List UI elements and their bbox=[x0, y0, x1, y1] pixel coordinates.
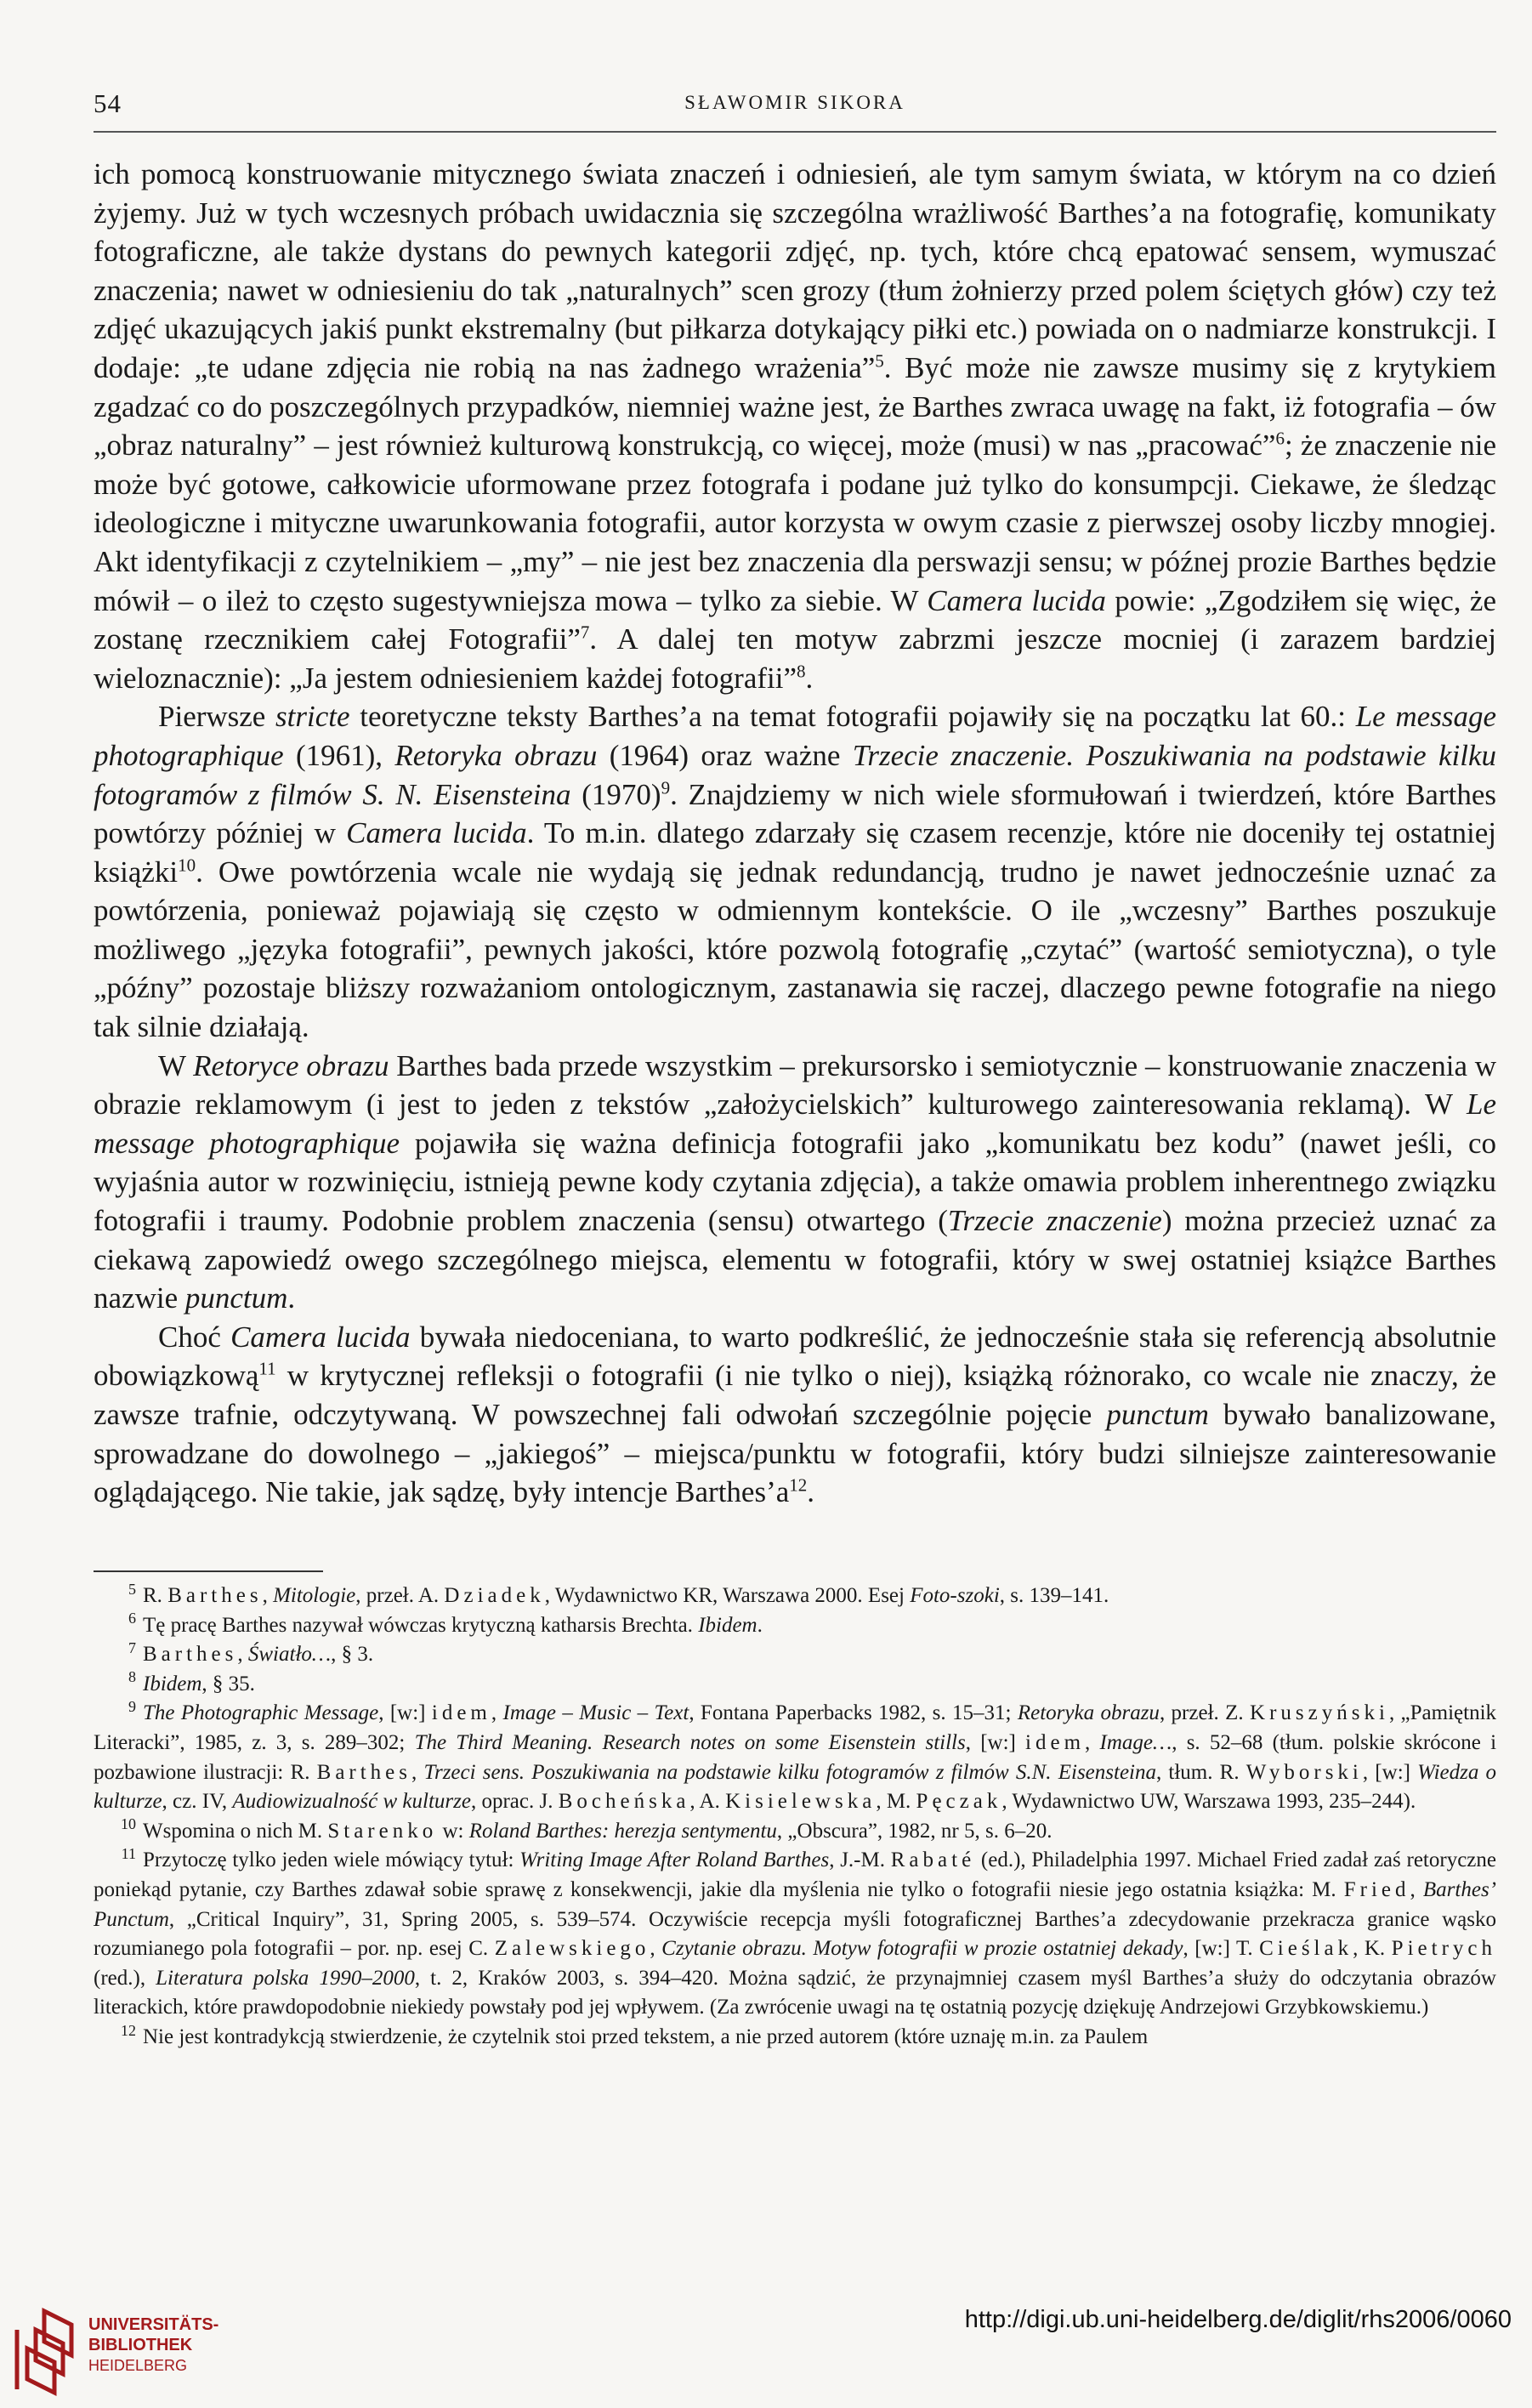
text-run: powie: „Zgodziłem się więc, że zostanę rzecznikiem całej Fotografii” bbox=[94, 583, 1496, 656]
text-run: , M. bbox=[876, 1790, 916, 1814]
text-run: , s. 139–141. bbox=[999, 1584, 1109, 1607]
italic-title: Literatura polska 1990–2000 bbox=[156, 1966, 415, 1990]
author-name: Wyborski bbox=[1245, 1760, 1363, 1784]
text-run: , Fontana Paperbacks 1982, s. 15–31; bbox=[689, 1701, 1018, 1725]
page-number: 54 bbox=[94, 88, 122, 118]
library-name-line: UNIVERSITÄTS- bbox=[88, 2315, 219, 2334]
text-run: , cz. IV, bbox=[162, 1790, 233, 1814]
text-run: ; że znaczenie nie może być gotowe, całkowicie uformowane przez fotografa i podane już tylko do konsumpcji. Ciekawe, że śledząc ideologiczne i mityczne uwarunkowania fotografii, autor korzysta w owym czasie z pierwszej osoby liczby mnogiej. Akt identyfikacji z czytelnikiem – „my” – nie jest bez znaczenia dla perswazji sensu; w późnej prozie Barthes będzie mówił – o ileż to często sugestywniejsza mowa – tylko za siebie. W bbox=[94, 429, 1497, 617]
text-run: . Być może nie zawsze musimy się z krytykiem zgadzać co do poszczególnych przypadków, niemniej ważne jest, że Barthes zwraca uwagę na fakt, iż fotografia – ów „obraz naturalny” – jest również kulturową konstrukcją, co więcej, może (musi) w nas „pracować” bbox=[94, 350, 1496, 463]
header-rule bbox=[94, 131, 1496, 133]
text-run: , J.-M. bbox=[829, 1849, 891, 1872]
text-run: , bbox=[650, 1937, 662, 1961]
main-text bbox=[94, 155, 1496, 1512]
text-run: . To m.in. dlatego zdarzały się czasem recenzje, które nie doceniły tej ostatniej książki bbox=[94, 816, 1497, 889]
library-name-line: BIBLIOTHEK bbox=[88, 2336, 193, 2354]
footnote-ref: 10 bbox=[178, 855, 196, 876]
footnote-10: 10 Wspomina o nich M. Starenko w: Roland Barthes: herezja sentymentu, „Obscura”, 1982, nr 5, s. 6–20. bbox=[121, 1815, 1053, 1843]
author-name: Kruszyński bbox=[1250, 1701, 1389, 1725]
text-run: (1970) bbox=[570, 777, 661, 811]
italic-title: Światło… bbox=[247, 1643, 332, 1667]
author-name: Barthes bbox=[167, 1584, 263, 1607]
italic-title: The Photographic Message bbox=[143, 1701, 379, 1725]
page-header bbox=[94, 88, 1496, 131]
text-run: , bbox=[1085, 1730, 1100, 1754]
paragraph-1 bbox=[94, 155, 1496, 697]
library-name-line: HEIDELBERG bbox=[88, 2357, 188, 2374]
italic-title: Roland Barthes: herezja sentymentu bbox=[468, 1819, 777, 1843]
footnote-8: 8 Ibidem, § 35. bbox=[128, 1668, 255, 1695]
italic-title: Camera lucida bbox=[230, 1320, 411, 1354]
text-run: , „Critical Inquiry”, 31, Spring 2005, s. 539–574. Oczywiście recepcja myśli fotograficznej Barthes’a zdecydowanie przekracza granice wąsko rozumianego pola fotografii – por. np. esej C. bbox=[94, 1907, 1496, 1961]
paragraph-3 bbox=[94, 1047, 1496, 1318]
italic-title: Image… bbox=[1099, 1730, 1172, 1754]
text-run: pojawiła się ważna definicja fotografii jako „komunikatu bez kodu” (nawet jeśli, co wyjaśnia autor w rozwinięciu, istnieją pewne kody czytania zdjęcia), a także omawia problem inherentnego związku fotografii i traumy. Podobnie problem znaczenia (sensu) otwartego ( bbox=[94, 1126, 1496, 1238]
text-run: , Wydawnictwo KR, Warszawa 2000. Esej bbox=[544, 1584, 911, 1607]
text-run: Nie jest kontradykcją stwierdzenie, że czytelnik stoi przed tekstem, a nie przed autorem (które uznaję m.in. za Paulem bbox=[143, 2025, 1149, 2048]
text-run: , bbox=[1410, 1877, 1423, 1901]
italic-title: Camera lucida bbox=[927, 583, 1106, 617]
text-run: , oprac. J. bbox=[470, 1790, 559, 1814]
italic-title: Mitologie bbox=[273, 1584, 356, 1607]
footnote-ref: 6 bbox=[1275, 428, 1285, 449]
italic-title: Retoryce obrazu bbox=[193, 1048, 389, 1082]
author-name: idem bbox=[431, 1701, 491, 1725]
italic-term: punctum bbox=[1106, 1398, 1209, 1431]
footnote-ref: 12 bbox=[789, 1474, 808, 1496]
text-run: , A. bbox=[689, 1790, 726, 1814]
footnote-5: 5 R. Barthes, Mitologie, przeł. A. Dziadek, Wydawnictwo KR, Warszawa 2000. Esej Foto-szoki, s. 139–141. bbox=[128, 1580, 1109, 1607]
text-run: , K. bbox=[1353, 1937, 1392, 1961]
author-name: Bocheńska bbox=[558, 1790, 690, 1814]
author-name: Barthes bbox=[143, 1643, 238, 1667]
text-run: , [w:] bbox=[965, 1730, 1026, 1754]
text-run: , przeł. Z. bbox=[1159, 1701, 1251, 1725]
footnote-ref: 11 bbox=[258, 1358, 276, 1379]
text-run: (1964) oraz ważne bbox=[597, 738, 853, 772]
text-run: , Wydawnictwo UW, Warszawa 1993, 235–244). bbox=[1001, 1790, 1416, 1814]
text-run: , bbox=[491, 1701, 503, 1725]
text-run: . bbox=[757, 1613, 763, 1637]
italic-title: Ibidem bbox=[143, 1672, 202, 1695]
text-run: , „Pamiętnik Literacki”, 1985, z. 3, s. 289–302; bbox=[94, 1701, 1497, 1754]
text-run: Tę pracę Barthes nazywał wówczas krytyczną katharsis Brechta. bbox=[143, 1613, 699, 1637]
text-run: bywało banalizowane, sprowadzane do dowolnego – „jakiegoś” – miejsca/punktu w fotografii, który budzi silniejsze zainteresowanie oglądającego. Nie takie, jak sądzę, były intencje Barthes’a bbox=[94, 1398, 1496, 1509]
author-name: Starenko bbox=[327, 1819, 438, 1843]
text-run: , przeł. A. bbox=[355, 1584, 445, 1607]
italic-title: Retoryka obrazu bbox=[394, 738, 598, 772]
italic-term: punctum bbox=[184, 1281, 288, 1315]
footnote-ref: 9 bbox=[661, 776, 671, 798]
text-run: Pierwsze bbox=[158, 700, 276, 734]
footnote-12: 12 Nie jest kontradykcją stwierdzenie, że czytelnik stoi przed tekstem, a nie przed autorem (które uznaję m.in. za Paulem bbox=[121, 2021, 1149, 2048]
author-name: Kisielewska bbox=[725, 1790, 877, 1814]
text-run: . bbox=[287, 1281, 296, 1315]
italic-title: Camera lucida bbox=[346, 816, 527, 850]
footnote-ref: 7 bbox=[580, 622, 590, 643]
text-run: , s. 52–68 (tłum. polskie skrócone i pozbawione ilustracji: R. bbox=[94, 1730, 1497, 1784]
text-run: teoretyczne teksty Barthes’a na temat fotografii pojawiły się na początku lat 60.: bbox=[349, 700, 1356, 734]
italic-title: Audiowizualność w kulturze bbox=[232, 1790, 471, 1814]
text-run: ich pomocą konstruowanie mitycznego świata znaczeń i odniesień, ale tym samym świata, w którym na co dzień żyjemy. Już w tych wczesnych próbach uwidacznia się szczególna wrażliwość Barthes’a na fotografię, komunikaty fotograficzne, ale także dystans do pewnych kategorii zdjęć, np. tych, które chcą epatować sensem, wymuszać znaczenia; nawet w odniesieniu do tak „naturalnych” scen grozy (tłum żołnierzy przed polem ściętych głów) czy też zdjęć ukazujących jakiś punkt ekstremalny (but piłkarza dotykający piłki etc.) powiada on o nadmiarze konstrukcji. I dodaje: „te udane zdjęcia nie robią na nas żadnego wrażenia” bbox=[94, 157, 1496, 384]
italic-title: Wiedza o kulturze bbox=[94, 1760, 1497, 1814]
text-run: (1961), bbox=[283, 738, 395, 772]
text-run: , „Obscura”, 1982, nr 5, s. 6–20. bbox=[776, 1819, 1053, 1843]
text-run: . A dalej ten motyw zabrzmi jeszcze mocniej (i zarazem bardziej wieloznacznie): „Ja jestem odniesieniem każdej fotografii” bbox=[94, 622, 1496, 695]
author-name: Pęczak bbox=[916, 1790, 1002, 1814]
text-run: , [w:] bbox=[378, 1701, 432, 1725]
author-name: Dziadek bbox=[444, 1584, 545, 1607]
italic-title: Trzecie znaczenie. Poszukiwania na podstawie kilku fotogramów z filmów S. N. Eisensteina bbox=[94, 738, 1497, 811]
italic-title: Le message photographique bbox=[94, 1088, 1496, 1160]
italic-title: Barthes’ Punctum bbox=[94, 1877, 1497, 1931]
author-name: idem bbox=[1025, 1730, 1086, 1754]
text-run: , [w:] T. bbox=[1183, 1937, 1260, 1961]
text-run: . bbox=[807, 1475, 815, 1509]
footnotes bbox=[94, 1582, 1496, 2053]
running-head: SŁAWOMIR SIKORA bbox=[684, 92, 905, 113]
italic-title: Image – Music – Text bbox=[502, 1701, 689, 1725]
italic-title: Trzeci sens. Poszukiwania na podstawie kilku fotogramów z filmów S.N. Eisensteina bbox=[423, 1760, 1156, 1784]
italic-title: Trzecie znaczenie bbox=[947, 1204, 1162, 1238]
italic-title: Ibidem bbox=[698, 1613, 757, 1637]
text-run: , tłum. R. bbox=[1156, 1760, 1246, 1784]
text-run: , bbox=[262, 1584, 274, 1607]
footnote-9: 9 The Photographic Message, [w:] idem, Image – Music – Text, Fontana Paperbacks 1982, s. 15–31; Retoryka obrazu, przeł. Z. Kruszyński, „Pamiętnik Literacki”, 1985, z. 3, s. 289–302; The Third Meaning. Research notes on some Eisenstein stills, [w:] idem, Image…, s. 52–68 (tłum. polskie skrócone i pozbawione ilustracji: R. Barthes, Trzeci sens. Poszukiwania na podstawie kilku fotogramów z filmów S.N. Eisensteina, tłum. R. Wyborski, [w:] Wiedza o kulturze, cz. IV, Audiowizualność w kulturze, oprac. J. Bocheńska, A. Kisielewska, M. Pęczak, Wydawnictwo UW, Warszawa 1993, 235–244). bbox=[94, 1698, 1497, 1814]
footnote-ref: 5 bbox=[875, 350, 884, 372]
text-run: w krytycznej refleksji o fotografii (i nie tylko o niej), książką różnorako, co wcale nie znaczy, że zawsze trafnie, odczytywaną. W powszechnej fali odwołań szczególnie pojęcie bbox=[94, 1359, 1496, 1431]
library-logo-icon bbox=[10, 2304, 78, 2398]
footnote-rule bbox=[94, 1570, 323, 1572]
author-name: Pietrych bbox=[1391, 1937, 1496, 1961]
library-name bbox=[88, 2314, 218, 2376]
italic-title: Foto-szoki bbox=[910, 1584, 1000, 1607]
text-run: , bbox=[411, 1760, 424, 1784]
author-name: Barthes bbox=[316, 1760, 412, 1784]
text-run: , t. 2, Kraków 2003, s. 394–420. Można sądzić, że przynajmniej czasem myśl Barthes’a służy do odczytania obrazów literackich, które prawdopodobnie niekiedy powstały pod jej wpływem. (Za zwrócenie uwagi na tę ostatnią pozycję dziękuję Andrzejowi Grzybkowskiemu.) bbox=[94, 1966, 1496, 2019]
italic-title: Retoryka obrazu bbox=[1017, 1701, 1160, 1725]
text-run: Przytoczę tylko jeden wiele mówiący tytuł: bbox=[143, 1849, 520, 1872]
source-url[interactable]: http://digi.ub.uni-heidelberg.de/diglit/rhs2006/0060 bbox=[964, 2306, 1512, 2333]
footnote-6: 6 Tę pracę Barthes nazywał wówczas krytyczną katharsis Brechta. Ibidem. bbox=[128, 1610, 763, 1637]
italic-title: Le message photographique bbox=[94, 700, 1496, 772]
text-run: (ed.), Philadelphia 1997. Michael Fried zadał zaś retoryczne poniekąd pytanie, czy Barthes zdawał sobie sprawę z konsekwencji, jakie dla myślenia nie tylko o fotografii niesie jego ostatnia książka: M. bbox=[94, 1849, 1496, 1901]
text-run: ) można przecież uznać za ciekawą zapowiedź owego szczególnego miejsca, elementu w fotografii, który w swej ostatniej książce Barthes nazwie bbox=[94, 1204, 1496, 1315]
text-run: Wspomina o nich M. bbox=[143, 1819, 328, 1843]
paragraph-4 bbox=[94, 1318, 1496, 1512]
text-run: , § 3. bbox=[331, 1643, 374, 1667]
text-run: , bbox=[237, 1643, 248, 1667]
text-run: . bbox=[805, 661, 814, 695]
author-name: Rabaté bbox=[890, 1849, 976, 1872]
author-name: Fried bbox=[1343, 1877, 1410, 1901]
italic-title: Writing Image After Roland Barthes bbox=[519, 1849, 830, 1872]
text-run: (red.), bbox=[94, 1966, 156, 1990]
italic-title: The Third Meaning. Research notes on some Eisenstein stills bbox=[414, 1730, 966, 1754]
text-run: . Znajdziemy w nich wiele sformułowań i twierdzeń, które Barthes powtórzy później w bbox=[94, 777, 1496, 850]
paragraph-2 bbox=[94, 697, 1496, 1046]
text-run: . Owe powtórzenia wcale nie wydają się jednak redundancją, trudno je nawet jednocześnie uznać za powtórzenia, ponieważ pojawiają się często w odmiennym kontekście. O ile „wczesny” Barthes poszukuje możliwego „języka fotografii”, pewnych jakości, które pozwolą fotografię „czytać” (wartość semiotyczna), o tyle „późny” pozostaje bliższy rozważaniom ontologicznym, zastanawia się raczej, dlaczego pewne fotografie na niego tak silnie działają. bbox=[94, 855, 1496, 1044]
footnote-ref: 8 bbox=[797, 661, 806, 682]
text-run: R. bbox=[143, 1584, 168, 1607]
text-run: bywała niedoceniana, to warto podkreślić, że jednocześnie stała się referencją absolutnie obowiązkową bbox=[94, 1320, 1497, 1393]
text-run: Barthes bada przede wszystkim – prekursorsko i semiotycznie – konstruowanie znaczenia w obrazie reklamowym (i jest to jeden z tekstów „założycielskich” kulturowego zainteresowania reklamą). W bbox=[94, 1048, 1497, 1122]
author-name: Cieślak bbox=[1259, 1937, 1353, 1961]
text-run: W bbox=[158, 1048, 194, 1082]
footnote-7: 7 Barthes, Światło…, § 3. bbox=[128, 1638, 374, 1667]
author-name: Zalewskiego bbox=[494, 1937, 650, 1961]
italic-title: Czytanie obrazu. Motyw fotografii w prozie ostatniej dekady bbox=[661, 1937, 1183, 1961]
italic-term: stricte bbox=[275, 700, 350, 734]
footnote-11: 11 Przytoczę tylko jeden wiele mówiący tytuł: Writing Image After Roland Barthes, J.-M. Rabaté (ed.), Philadelphia 1997. Michael Fried zadał zaś retoryczne poniekąd pytanie, czy Barthes zdawał sobie sprawę z konsekwencji, jakie dla myślenia nie tylko o fotografii niesie jego ostatnia książka: M. Fried, Barthes’ Punctum, „Critical Inquiry”, 31, Spring 2005, s. 539–574. Oczywiście recepcja myśli fotograficznej Barthes’a zdecydowanie przekracza granice wąsko rozumianego pola fotografii – por. np. esej C. Zalewskiego, Czytanie obrazu. Motyw fotografii w prozie ostatniej dekady, [w:] T. Cieślak, K. Pietrych (red.), Literatura polska 1990–2000, t. 2, Kraków 2003, s. 394–420. Można sądzić, że przynajmniej czasem myśl Barthes’a służy do odczytania obrazów literackich, które prawdopodobnie niekiedy powstały pod jej wpływem. (Za zwrócenie uwagi na tę ostatnią pozycję dziękuję Andrzejowi Grzybkowskiemu.) bbox=[94, 1845, 1497, 2019]
text-run: , § 35. bbox=[201, 1672, 255, 1695]
text-run: Choć bbox=[158, 1320, 231, 1354]
text-run: w: bbox=[437, 1819, 469, 1843]
text-run: , [w:] bbox=[1362, 1760, 1418, 1784]
